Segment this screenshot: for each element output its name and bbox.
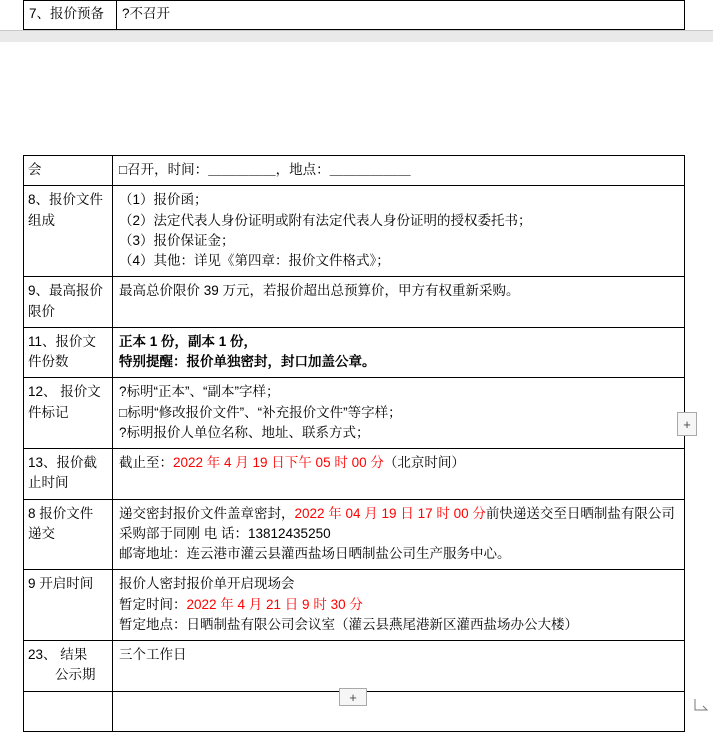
row-content-line: □召开，时间：＿＿＿＿＿，地点：＿＿＿＿＿＿ [119, 162, 411, 177]
row-content-line: ?标明“正本”、“副本”字样； [119, 384, 280, 400]
row-content-cell [113, 156, 685, 186]
submission-deadline: 2022 年 04 月 19 日 17 时 00 分 [294, 505, 486, 521]
table-row [24, 327, 685, 378]
row-content-line: 最高总价限价 39 万元，若报价超出总预算价，甲方有权重新采购。 [119, 283, 520, 299]
row-label-line: 12、 报价文 [28, 384, 101, 400]
table-row [24, 277, 685, 328]
table-row [24, 570, 685, 641]
row-label-line: 组成 [28, 212, 55, 228]
row-content-line: （4）其他：详见《第四章：报价文件格式》； [119, 253, 390, 268]
row-content-line: （3）报价保证金； [119, 232, 235, 248]
table-row [24, 186, 685, 277]
row-content-cell [113, 570, 685, 641]
row-content-cell [117, 1, 685, 30]
add-row-button[interactable]: + [339, 688, 367, 706]
submission-prefix: 递交密封报价文件盖章密封， [119, 505, 295, 521]
row-label: 7、报价预备 [29, 6, 105, 21]
row-label-line: 递交 [28, 525, 55, 541]
row-content-line: （1）报价函； [119, 192, 208, 208]
top-fragment-table [23, 0, 685, 30]
row-label-line: 公示期 [28, 667, 96, 683]
row-content-cell [113, 186, 685, 277]
deadline-prefix: 截止至： [119, 455, 173, 470]
row-label-line: 13、报价截 [28, 455, 98, 470]
page-top-margin [0, 42, 713, 155]
row-label-cell [24, 641, 113, 692]
row-content-line: ?不召开 [122, 6, 171, 21]
row-label-line: 8、报价文件 [28, 192, 104, 208]
row-label-cell [24, 186, 113, 277]
open-time-prefix: 暂定时间： [119, 596, 187, 612]
row-label-cell [24, 499, 113, 570]
table-row [24, 641, 685, 692]
submission-suffix: 前快递送交至日晒制盐有限公司 [485, 505, 675, 521]
row-label-line: 9 开启时间 [28, 576, 94, 592]
row-content-cell [113, 449, 685, 500]
row-label-line: 9、最高报价 [28, 283, 104, 299]
table-row [24, 156, 685, 186]
row-content-cell [113, 378, 685, 449]
row-label-cell [24, 277, 113, 328]
row-label-cell [24, 570, 113, 641]
row-content-line: □标明“修改报价文件”、“补充报价文件”等字样； [119, 404, 402, 420]
row-content-cell [113, 691, 685, 731]
deadline-date: 2022 年 4 月 19 日下午 05 时 00 分 [173, 455, 384, 470]
row-content-line: 正本 1 份，副本 1 份， [119, 333, 258, 349]
row-content-cell [113, 327, 685, 378]
row-content-line: 特别提醒：报价单独密封，封口加盖公章。 [119, 354, 376, 369]
row-content-cell [113, 641, 685, 692]
row-label-cell [24, 327, 113, 378]
row-content-line: 三个工作日 [119, 647, 187, 662]
row-content-line: （2）法定代表人身份证明或附有法定代表人身份证明的授权委托书； [119, 212, 532, 228]
row-label-cell [24, 156, 113, 186]
table-row [24, 499, 685, 570]
deadline-suffix: （北京时间） [383, 455, 465, 470]
table-row [24, 449, 685, 500]
row-content-line: 采购部于同刚 电 话：13812435250 [119, 525, 331, 541]
row-label-cell [24, 378, 113, 449]
bid-info-table [23, 155, 685, 732]
row-label-line: 限价 [28, 303, 55, 319]
open-time-date: 2022 年 4 月 21 日 9 时 30 分 [186, 596, 363, 612]
row-content-cell [113, 277, 685, 328]
row-content-line: 邮寄地址：连云港市灌云县灌西盐场日晒制盐公司生产服务中心。 [119, 546, 511, 561]
row-content-line: 暂定地点：日晒制盐有限公司会议室（灌云县燕尾港新区灌西盐场办公大楼） [119, 616, 578, 632]
row-content-line: 报价人密封报价单开启现场会 [119, 576, 295, 592]
row-label-cell [24, 691, 113, 731]
row-label-cell [24, 449, 113, 500]
row-label-line: 件标记 [28, 404, 69, 420]
row-label-cell [24, 1, 117, 30]
row-label-line: 件份数 [28, 354, 69, 369]
table-row [24, 378, 685, 449]
table-row [24, 1, 685, 30]
row-label-line: 止时间 [28, 475, 69, 491]
row-content-cell [113, 499, 685, 570]
row-label-line: 8 报价文件 [28, 505, 94, 521]
row-content-line: ?标明报价人单位名称、地址、联系方式； [119, 424, 370, 440]
row-label: 会 [28, 162, 42, 177]
add-column-button[interactable]: + [677, 412, 697, 436]
row-label-line: 11、报价文 [28, 333, 97, 349]
resize-handle-icon[interactable] [693, 698, 709, 712]
row-label-line: 23、 结果 [28, 647, 88, 662]
